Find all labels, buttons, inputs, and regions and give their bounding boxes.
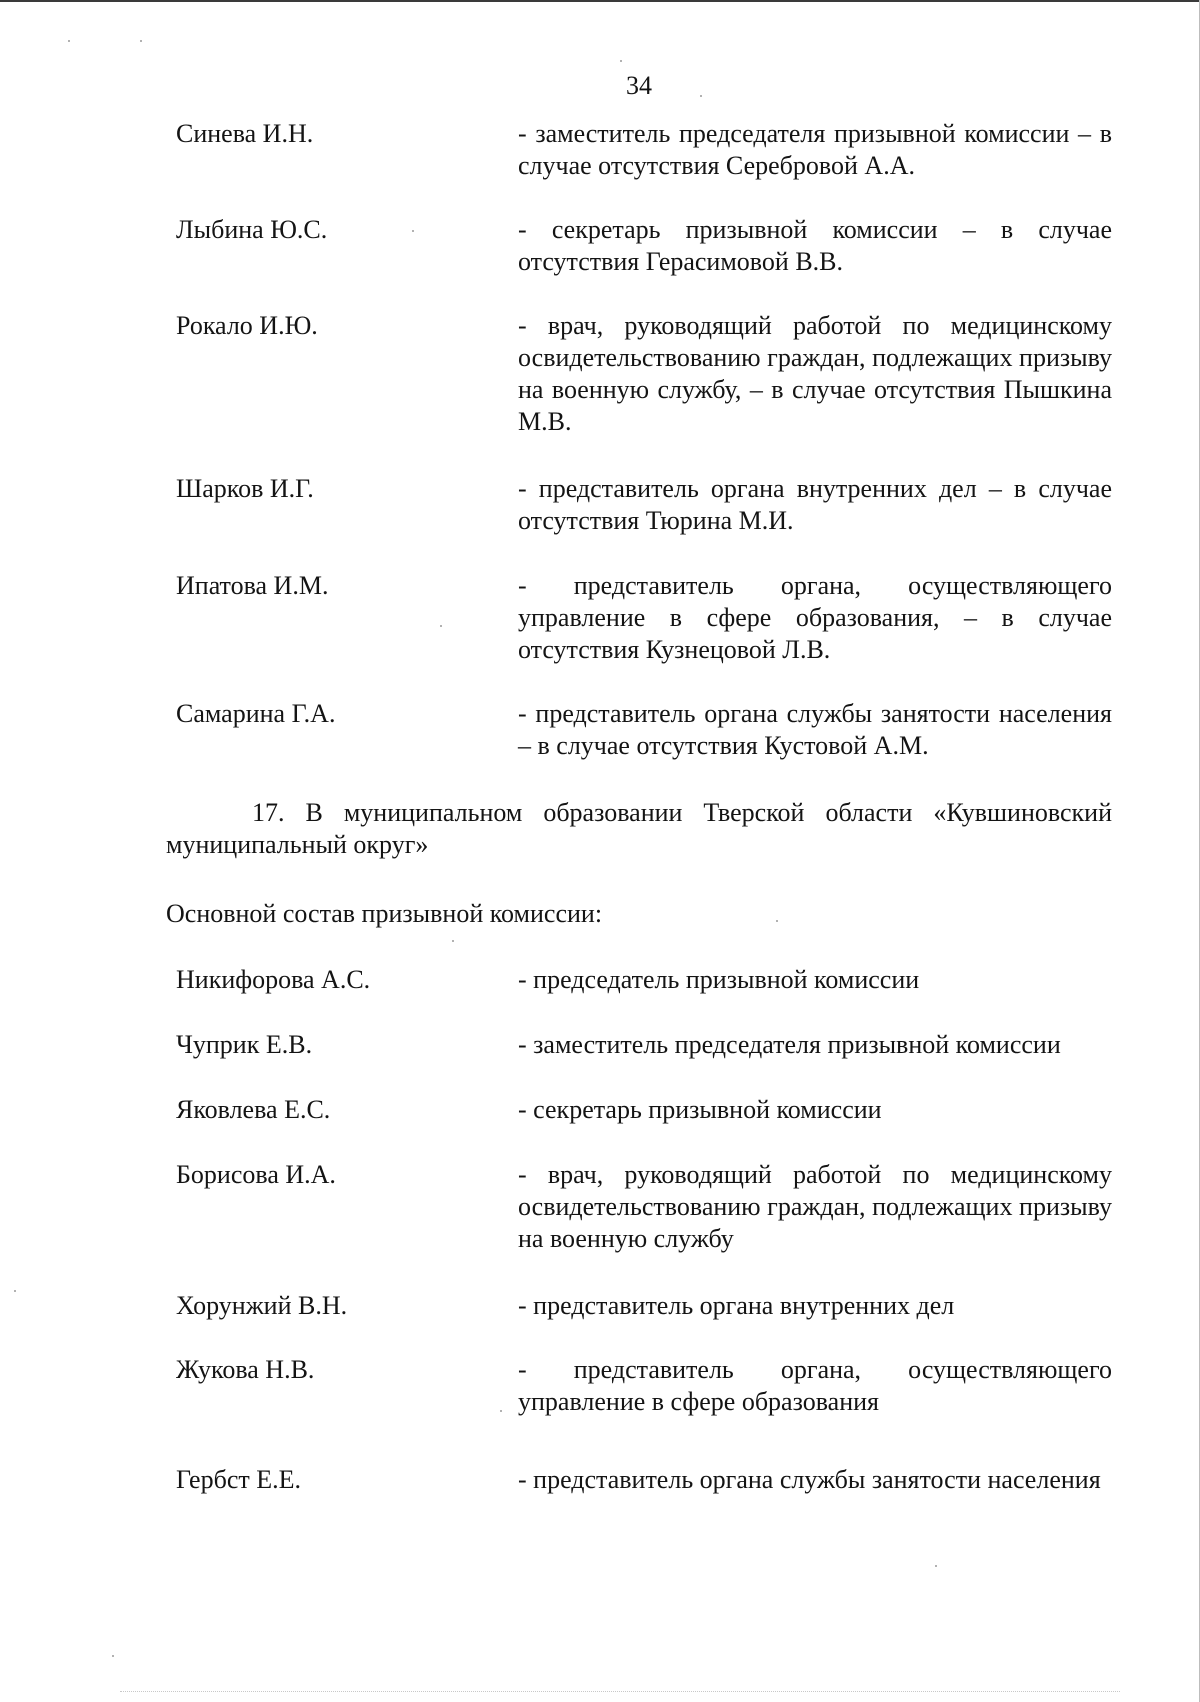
member-role: - председатель призывной комиссии bbox=[518, 965, 920, 994]
member-role: - заместитель председателя призывной комиссии bbox=[518, 1030, 1061, 1059]
member-name: Чуприк Е.В. bbox=[176, 1030, 313, 1059]
member-role: - представитель органа службы занятости населения bbox=[518, 1465, 1101, 1494]
member-name: Гербст Е.Е. bbox=[176, 1465, 301, 1494]
page-number: 34 bbox=[626, 71, 652, 100]
member-name: Ипатова И.М. bbox=[176, 571, 329, 600]
scan-speck bbox=[440, 625, 442, 627]
composition-label: Основной состав призывной комиссии: bbox=[166, 899, 603, 928]
member-name: Борисова И.А. bbox=[176, 1160, 336, 1189]
member-name: Рокало И.Ю. bbox=[176, 311, 318, 340]
member-role: - заместитель председателя призывной комиссии – в случае отсутствия Серебровой А.А. bbox=[518, 119, 1112, 180]
member-name: Синева И.Н. bbox=[176, 119, 314, 148]
member-name: Шарков И.Г. bbox=[176, 474, 314, 503]
member-name: Лыбина Ю.С. bbox=[176, 215, 328, 244]
member-role: - секретарь призывной комиссии – в случае отсутствия Герасимовой В.В. bbox=[518, 215, 1112, 276]
member-role: - секретарь призывной комиссии bbox=[518, 1095, 882, 1124]
scan-speck bbox=[500, 1410, 502, 1412]
scan-speck bbox=[68, 40, 70, 42]
member-role: - врач, руководящий работой по медицинскому освидетельствованию граждан, подлежащих призыву на военную службу bbox=[518, 1160, 1112, 1253]
member-role: - представитель органа, осуществляющего управление в сфере образования, – в случае отсутствия Кузнецовой Л.В. bbox=[518, 571, 1112, 664]
member-name: Хорунжий В.Н. bbox=[176, 1291, 348, 1320]
member-name: Никифорова А.С. bbox=[176, 965, 371, 994]
scan-bottom-edge bbox=[120, 1690, 1120, 1692]
member-role: - врач, руководящий работой по медицинскому освидетельствованию граждан, подлежащих призыву на военную службу, – в случае отсутствия Пышкина М.В. bbox=[518, 311, 1112, 436]
member-role: - представитель органа, осуществляющего управление в сфере образования bbox=[518, 1355, 1112, 1416]
member-name: Самарина Г.А. bbox=[176, 699, 336, 728]
member-role: - представитель органа внутренних дел bbox=[518, 1291, 955, 1320]
scan-speck bbox=[935, 1565, 937, 1567]
section-heading: 17. В муниципальном образовании Тверской области «Кувшиновский муниципальный округ» bbox=[166, 798, 1112, 859]
scan-speck bbox=[140, 40, 142, 42]
scan-speck bbox=[620, 60, 622, 62]
member-name: Жукова Н.В. bbox=[176, 1355, 315, 1384]
scan-top-edge bbox=[0, 0, 1200, 2]
scan-speck bbox=[700, 95, 702, 97]
scan-speck bbox=[14, 1290, 16, 1292]
scan-speck bbox=[452, 940, 454, 942]
scan-speck bbox=[112, 1655, 114, 1657]
member-role: - представитель органа службы занятости населения – в случае отсутствия Кустовой А.М. bbox=[518, 699, 1112, 760]
member-name: Яковлева Е.С. bbox=[176, 1095, 331, 1124]
member-role: - представитель органа внутренних дел – в случае отсутствия Тюрина М.И. bbox=[518, 474, 1112, 535]
